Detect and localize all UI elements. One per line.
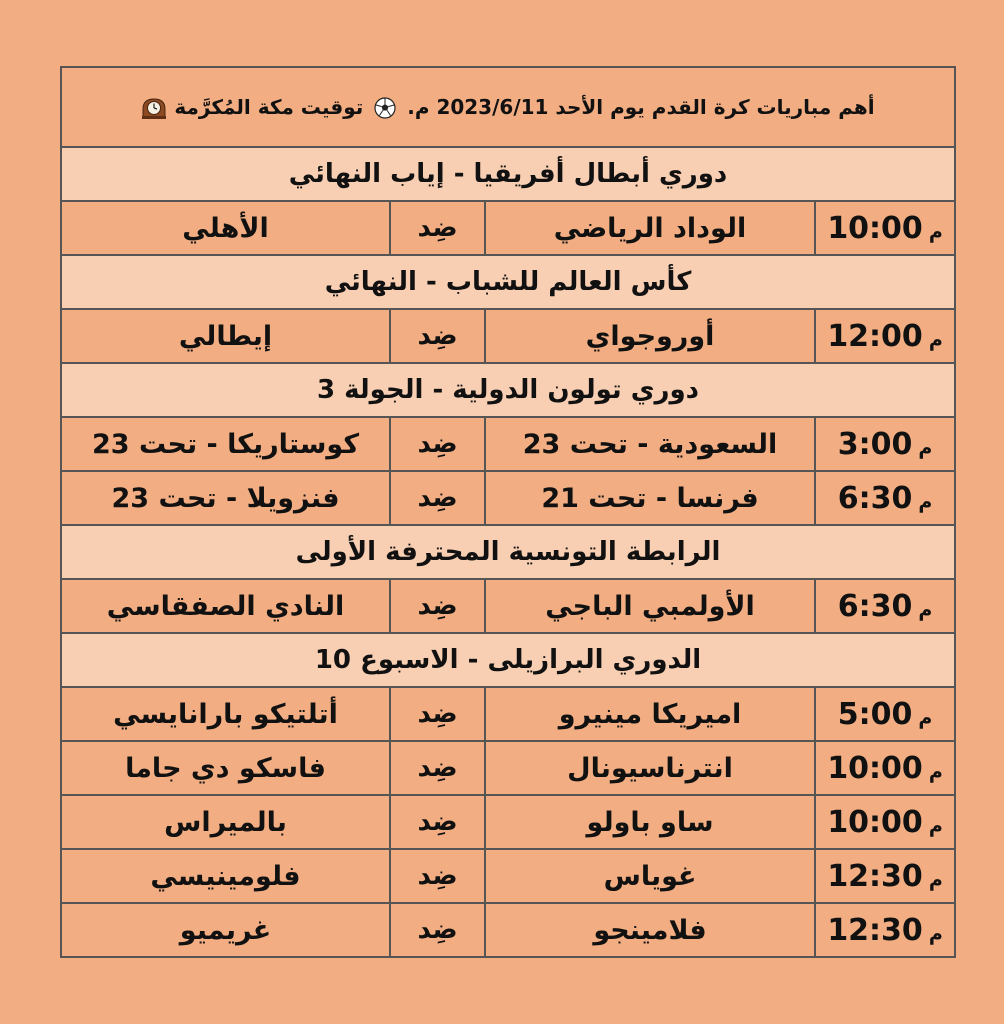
section-title: دوري أبطال أفريقيا - إياب النهائي xyxy=(61,147,955,201)
time-value: 12:30 xyxy=(827,858,923,894)
match-row xyxy=(61,417,955,471)
versus-label: ضِد xyxy=(390,795,485,849)
home-team: الأولمبي الباجي xyxy=(485,579,815,633)
home-team: ساو باولو xyxy=(485,795,815,849)
time-value: 3:00 xyxy=(837,426,913,462)
section-row xyxy=(61,147,955,201)
section-title: كأس العالم للشباب - النهائي xyxy=(61,255,955,309)
match-time xyxy=(815,741,955,795)
away-team: فنزويلا - تحت 23 xyxy=(61,471,390,525)
time-value: 12:00 xyxy=(827,318,923,354)
match-row xyxy=(61,741,955,795)
mantelpiece-clock-icon xyxy=(141,97,167,119)
home-team: اميريكا مينيرو xyxy=(485,687,815,741)
time-value: 6:30 xyxy=(837,588,913,624)
time-value: 10:00 xyxy=(827,750,923,786)
versus-label: ضِد xyxy=(390,201,485,255)
time-unit: م xyxy=(928,814,943,837)
versus-label: ضِد xyxy=(390,903,485,957)
away-team: بالميراس xyxy=(61,795,390,849)
time-unit: م xyxy=(928,868,943,891)
match-row xyxy=(61,471,955,525)
time-value: 5:00 xyxy=(837,696,913,732)
away-team: الأهلي xyxy=(61,201,390,255)
time-value: 12:30 xyxy=(827,912,923,948)
away-team: فاسكو دي جاما xyxy=(61,741,390,795)
versus-label: ضِد xyxy=(390,741,485,795)
section-title: الدوري البرازيلى - الاسبوع 10 xyxy=(61,633,955,687)
away-team: النادي الصفقاسي xyxy=(61,579,390,633)
match-row xyxy=(61,903,955,957)
home-team: الوداد الرياضي xyxy=(485,201,815,255)
time-value: 10:00 xyxy=(827,804,923,840)
match-schedule-table xyxy=(60,66,956,958)
header-row xyxy=(61,67,955,147)
time-unit: م xyxy=(918,706,933,729)
home-team: فرنسا - تحت 21 xyxy=(485,471,815,525)
match-row xyxy=(61,201,955,255)
section-row xyxy=(61,633,955,687)
away-team: كوستاريكا - تحت 23 xyxy=(61,417,390,471)
match-row xyxy=(61,795,955,849)
home-team: انترناسيونال xyxy=(485,741,815,795)
time-value: 10:00 xyxy=(827,210,923,246)
versus-label: ضِد xyxy=(390,417,485,471)
match-time xyxy=(815,687,955,741)
time-unit: م xyxy=(928,220,943,243)
section-row xyxy=(61,525,955,579)
home-team: أوروجواي xyxy=(485,309,815,363)
time-unit: م xyxy=(928,760,943,783)
section-title: دوري تولون الدولية - الجولة 3 xyxy=(61,363,955,417)
match-time xyxy=(815,795,955,849)
home-team: فلامينجو xyxy=(485,903,815,957)
section-row xyxy=(61,363,955,417)
time-value: 6:30 xyxy=(837,480,913,516)
versus-label: ضِد xyxy=(390,309,485,363)
match-time xyxy=(815,417,955,471)
title-tail: توقيت مكة المُكرَّمة xyxy=(174,94,364,119)
versus-label: ضِد xyxy=(390,849,485,903)
title-main: أهم مباريات كرة القدم يوم الأحد 2023/6/11 م. xyxy=(407,94,875,119)
match-row xyxy=(61,579,955,633)
match-time xyxy=(815,849,955,903)
match-time xyxy=(815,201,955,255)
match-time xyxy=(815,579,955,633)
match-time xyxy=(815,309,955,363)
home-team: غوياس xyxy=(485,849,815,903)
soccer-ball-icon xyxy=(374,97,396,119)
section-title: الرابطة التونسية المحترفة الأولى xyxy=(61,525,955,579)
versus-label: ضِد xyxy=(390,687,485,741)
match-time xyxy=(815,903,955,957)
section-row xyxy=(61,255,955,309)
schedule-title xyxy=(61,67,955,147)
away-team: أتلتيكو بارانايسي xyxy=(61,687,390,741)
home-team: السعودية - تحت 23 xyxy=(485,417,815,471)
versus-label: ضِد xyxy=(390,579,485,633)
away-team: فلومينيسي xyxy=(61,849,390,903)
match-row xyxy=(61,309,955,363)
away-team: إيطالي xyxy=(61,309,390,363)
time-unit: م xyxy=(918,490,933,513)
match-row xyxy=(61,687,955,741)
versus-label: ضِد xyxy=(390,471,485,525)
time-unit: م xyxy=(928,922,943,945)
match-row xyxy=(61,849,955,903)
away-team: غريميو xyxy=(61,903,390,957)
time-unit: م xyxy=(918,598,933,621)
time-unit: م xyxy=(918,436,933,459)
time-unit: م xyxy=(928,328,943,351)
match-time xyxy=(815,471,955,525)
